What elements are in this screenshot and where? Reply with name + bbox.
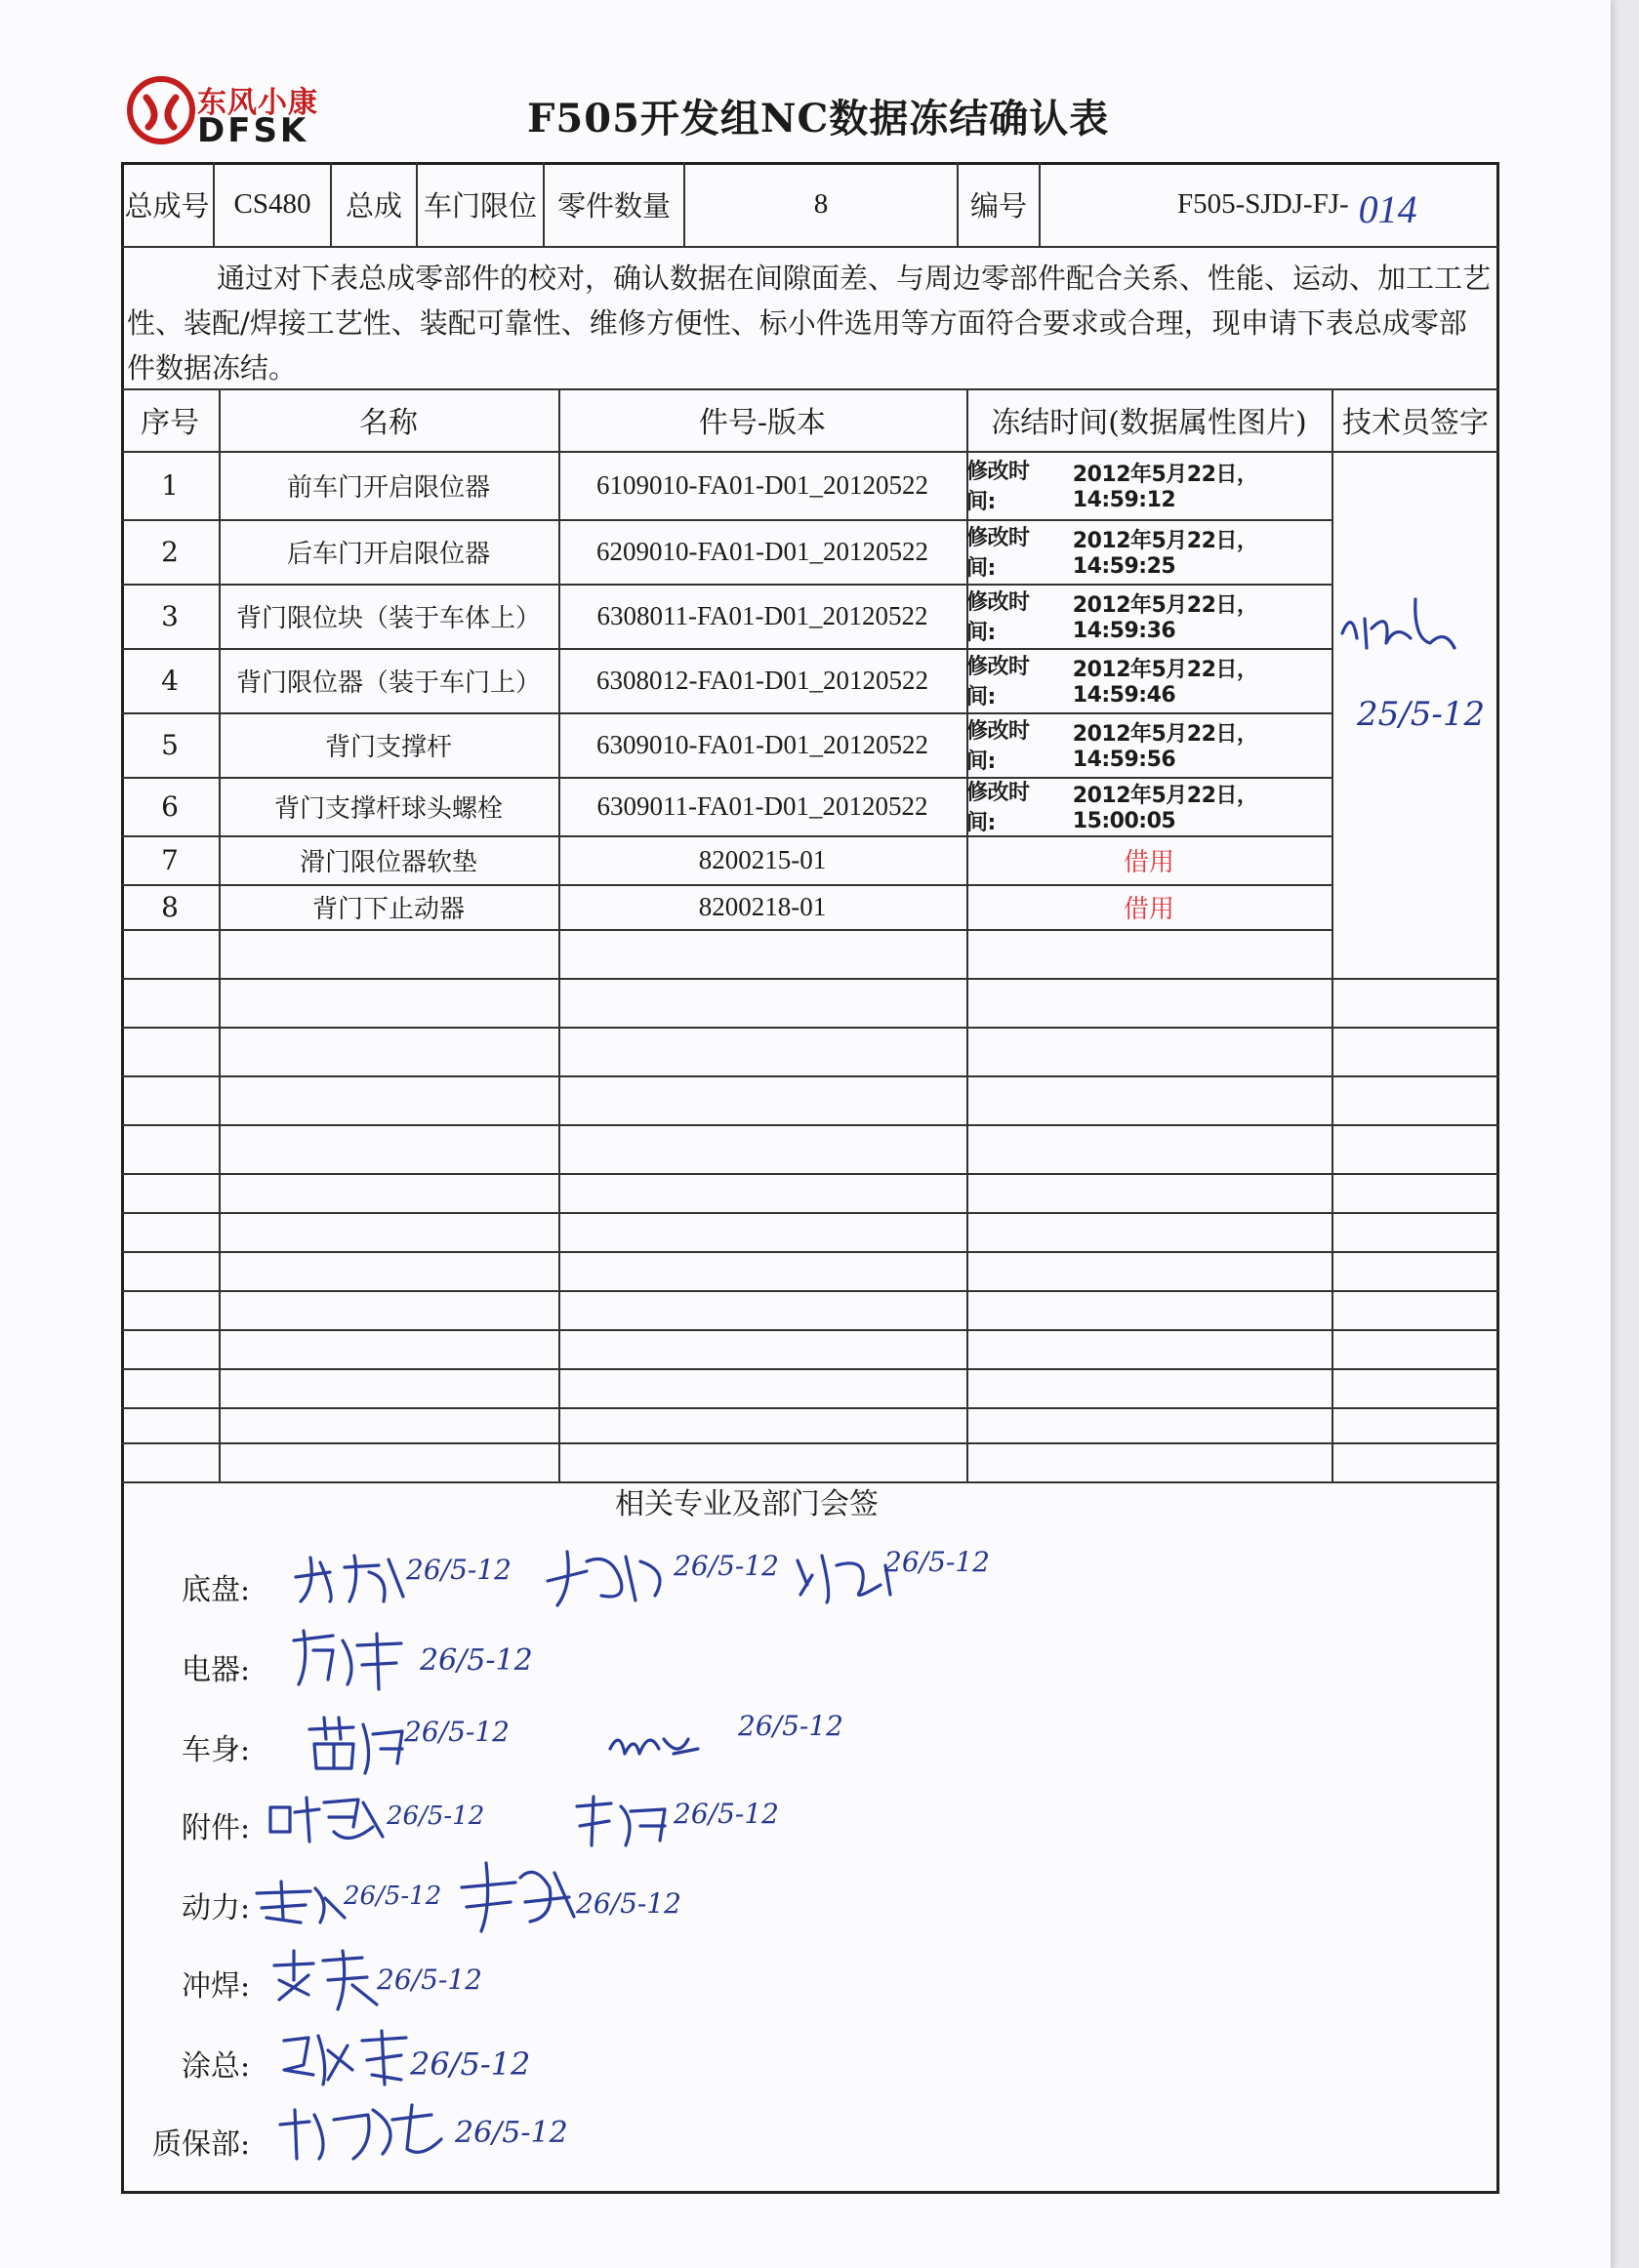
table-row-line <box>121 1075 1332 1077</box>
dfsk-emblem-icon <box>127 76 195 144</box>
tech-col-row-line <box>1332 978 1499 980</box>
header-divider <box>121 246 1499 248</box>
assembly-name: 车门限位 <box>418 162 545 246</box>
row-number: 2 <box>161 535 179 568</box>
freeze-time-label: 修改时间: <box>966 719 1030 774</box>
tech-col-row-line <box>1332 1075 1499 1077</box>
dept-accessory: 附件: <box>182 1811 251 1845</box>
dfsk-logo <box>127 76 351 150</box>
table-row-line <box>121 978 1332 980</box>
assembly-no-label: 总成号 <box>121 162 215 246</box>
table-row-line <box>121 1442 1332 1444</box>
tech-col-row-line <box>1332 1442 1499 1444</box>
row-part-number: 6109010-FA01-D01_20120522 <box>596 469 928 500</box>
paint-signature <box>279 2026 416 2098</box>
row-part-name: 前车门开启限位器 <box>286 472 490 503</box>
table-col-line <box>1332 388 1333 1481</box>
freeze-time-value: 2012年5月22日，14:59:56 <box>1072 722 1258 772</box>
freeze-time-label: 修改时间: <box>966 526 1030 581</box>
row-part-name: 后车门开启限位器 <box>286 539 490 569</box>
freeze-time-label: 修改时间: <box>966 655 1030 709</box>
assembly-label: 总成 <box>332 162 418 246</box>
logo-english-text: DFSK <box>197 111 309 150</box>
qa-signature <box>275 2100 451 2172</box>
stamping-signature <box>269 1946 387 2018</box>
technician-date: 25/5-12 <box>1357 695 1486 734</box>
dept-electrical: 电器: <box>182 1653 251 1687</box>
assembly-no-value: CS480 <box>215 162 332 246</box>
row-number: 5 <box>161 728 179 761</box>
electrical-signature <box>289 1626 416 1698</box>
qa-date: 26/5-12 <box>455 2116 568 2150</box>
row-number: 7 <box>161 843 179 876</box>
row-number: 4 <box>161 664 179 697</box>
row-number: 1 <box>161 468 179 502</box>
tech-col-row-line <box>1332 1027 1499 1029</box>
row-part-name: 背门限位器（装于车门上） <box>235 668 541 698</box>
row-number: 6 <box>161 790 179 823</box>
freeze-time-value: 2012年5月22日，14:59:25 <box>1072 529 1258 579</box>
freeze-time-value: 2012年5月22日，15:00:05 <box>1072 784 1258 833</box>
technician-signature-scribble <box>1337 589 1464 677</box>
row-part-name: 背门支撑杆 <box>324 732 452 762</box>
freeze-time-label: 修改时间: <box>966 460 1030 514</box>
doc-no-handwritten: 014 <box>1358 186 1417 231</box>
chassis-date-2: 26/5-12 <box>674 1550 779 1582</box>
column-header: 序号 <box>141 406 199 440</box>
countersign-title: 相关专业及部门会签 <box>615 1487 879 1521</box>
row-number: 8 <box>161 890 179 923</box>
tech-col-row-line <box>1332 1124 1499 1126</box>
dept-qa: 质保部: <box>152 2127 251 2162</box>
body-date-1: 26/5-12 <box>404 1716 510 1748</box>
body-date-2: 26/5-12 <box>738 1710 843 1742</box>
row-part-number: 6309010-FA01-D01_20120522 <box>596 729 928 759</box>
row-number: 3 <box>161 599 179 632</box>
row-borrow-flag: 借用 <box>1123 847 1174 877</box>
tech-col-row-line <box>1332 1290 1499 1292</box>
dept-power: 动力: <box>182 1891 251 1925</box>
page-title: F505开发组NC数据冻结确认表 <box>527 96 1110 142</box>
table-row-line <box>121 1251 1332 1253</box>
technician-signature <box>1337 589 1464 681</box>
freeze-time-value: 2012年5月22日，14:59:46 <box>1072 658 1258 708</box>
accessory-signature-2 <box>572 1792 679 1854</box>
chassis-date-3: 26/5-12 <box>884 1546 990 1578</box>
dept-stamping: 冲焊: <box>182 1969 251 2004</box>
row-part-name: 滑门限位器软垫 <box>299 847 477 877</box>
row-freeze-time <box>966 648 1332 712</box>
part-count-value: 8 <box>685 162 959 246</box>
row-part-number: 8200215-01 <box>698 844 827 874</box>
table-row-line <box>121 1329 1332 1331</box>
paint-date: 26/5-12 <box>410 2045 531 2083</box>
power-signature-1 <box>252 1874 349 1931</box>
accessory-date-2: 26/5-12 <box>674 1798 779 1830</box>
row-part-name: 背门限位块（装于车体上） <box>235 603 541 633</box>
power-date-2: 26/5-12 <box>576 1887 681 1920</box>
row-freeze-time <box>966 451 1332 519</box>
table-row-line <box>121 1212 1332 1214</box>
table-row-line <box>121 1290 1332 1292</box>
tech-col-row-line <box>1332 1212 1499 1214</box>
table-row-line <box>121 929 1332 931</box>
tech-col-row-line <box>1332 1368 1499 1370</box>
row-part-number: 6209010-FA01-D01_20120522 <box>596 536 928 566</box>
doc-no-prefix: F505-SJDJ-FJ- <box>1177 187 1349 220</box>
dept-body: 车身: <box>182 1733 251 1767</box>
column-header: 技术员签字 <box>1342 406 1489 440</box>
column-header: 件号-版本 <box>698 406 827 440</box>
logo-chinese-text: 东风小康 <box>197 86 318 120</box>
table-row-line <box>121 1407 1332 1409</box>
body-signature-2 <box>605 1720 713 1772</box>
column-header: 名称 <box>359 406 418 440</box>
accessory-signature-1 <box>266 1788 392 1850</box>
column-header: 冻结时间(数据属性图片) <box>991 406 1307 440</box>
row-part-name: 背门支撑杆球头螺栓 <box>273 793 503 824</box>
part-count-label: 零件数量 <box>545 162 685 246</box>
row-part-name: 背门下止动器 <box>311 894 465 924</box>
row-freeze-time <box>966 712 1332 777</box>
table-row-line <box>121 1027 1332 1029</box>
row-freeze-time <box>966 519 1332 584</box>
freeze-time-value: 2012年5月22日，14:59:12 <box>1072 463 1258 512</box>
row-borrow-flag: 借用 <box>1123 894 1174 924</box>
row-part-number: 8200218-01 <box>698 891 827 921</box>
body-signature-1 <box>305 1710 412 1782</box>
table-row-line <box>121 1173 1332 1175</box>
dept-chassis: 底盘: <box>182 1573 251 1607</box>
tech-col-row-line <box>1332 1329 1499 1331</box>
row-part-number: 6308012-FA01-D01_20120522 <box>596 665 928 695</box>
chassis-signature-2 <box>543 1542 679 1614</box>
tech-col-row-line <box>1332 1173 1499 1175</box>
power-date-1: 26/5-12 <box>344 1882 442 1911</box>
power-signature-2 <box>457 1858 584 1940</box>
chassis-date-1: 26/5-12 <box>406 1554 512 1586</box>
accessory-date-1: 26/5-12 <box>387 1802 485 1831</box>
freeze-time-value: 2012年5月22日，14:59:36 <box>1072 593 1258 643</box>
table-row-line <box>121 1368 1332 1370</box>
tech-col-row-line <box>1332 1407 1499 1409</box>
table-row-line <box>121 1124 1332 1126</box>
intro-paragraph: 通过对下表总成零部件的校对，确认数据在间隙面差、与周边零部件配合关系、性能、运动、加工工艺性、装配/焊接工艺性、装配可靠性、维修方便性、标小件选用等方面符合要求或合理，现申请下表总成零部件数据冻结。 <box>127 262 1492 385</box>
header-row <box>121 162 1499 246</box>
doc-no-value <box>1041 162 1499 246</box>
row-part-number: 6309011-FA01-D01_20120522 <box>596 790 928 821</box>
row-part-number: 6308011-FA01-D01_20120522 <box>596 600 928 630</box>
stamping-date: 26/5-12 <box>377 1964 482 1996</box>
freeze-time-label: 修改时间: <box>966 590 1030 645</box>
row-freeze-time <box>966 777 1332 835</box>
tech-col-row-line <box>1332 1251 1499 1253</box>
dept-paint: 涂总: <box>182 2049 251 2084</box>
chassis-signature-1 <box>291 1548 408 1610</box>
doc-no-label: 编号 <box>959 162 1041 246</box>
freeze-time-label: 修改时间: <box>966 781 1030 835</box>
row-freeze-time <box>966 584 1332 648</box>
electrical-date: 26/5-12 <box>420 1643 533 1678</box>
